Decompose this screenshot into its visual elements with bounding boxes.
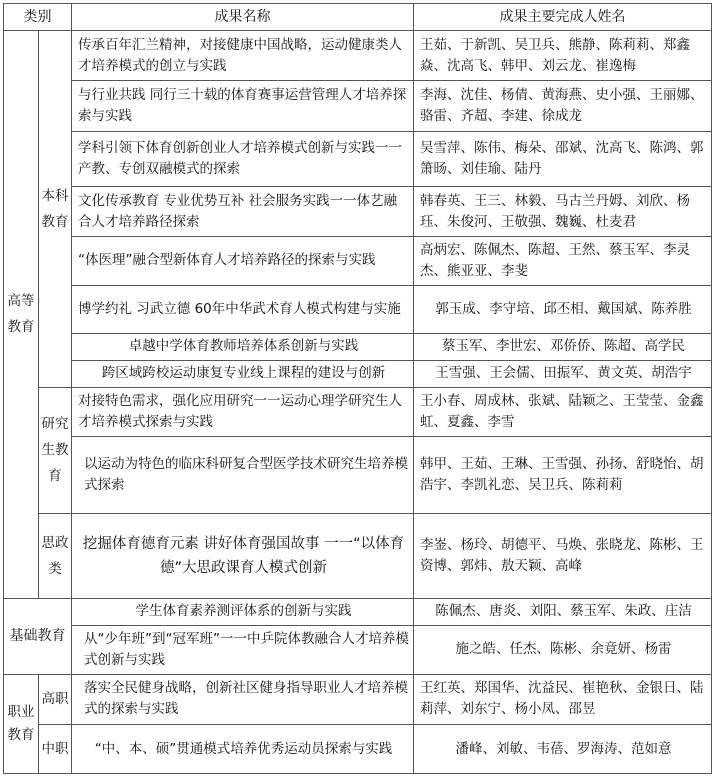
achievement-people: 施之皓、任杰、陈彬、余竟妍、杨雷 [414,625,712,674]
group-graduate: 研究生教育 [39,387,72,513]
table-row [4,131,712,187]
achievement-name: 挖掘体育德育元素 讲好体育强国故事 一一“以体育德”大思政课育人模式创新 [72,513,414,598]
achievement-people: 李崟、杨玲、胡德平、马焕、张晓龙、陈彬、王资博、郭炜、敖天颖、高峰 [414,513,712,598]
table-row [4,387,712,436]
achievement-name: 落实全民健身战略，创新社区健身指导职业人才培养模式的探索与实践 [72,674,414,725]
achievement-name: 对接特色需求，强化应用研究一一运动心理学研究生人才培养模式探索与实践 [72,387,414,436]
table-row [4,513,712,598]
achievement-people: 陈佩杰、唐炎、刘阳、蔡玉军、朱政、庄洁 [414,598,712,625]
achievement-people: 蔡玉军、李世宏、邓侨侨、陈超、高学民 [414,334,712,360]
table-row [4,285,712,334]
achievement-name: 从“少年班”到“冠军班”一一中乒院体教融合人才培养模式创新与实践 [72,625,414,674]
achievement-name: 文化传承教育 专业优势互补 社会服务实践一一体艺融合人才培养路径探索 [72,187,414,237]
group-undergraduate: 本科教育 [39,31,72,388]
achievement-people: 潘峰、刘敏、韦蓓、罗海涛、范如意 [414,725,712,774]
achievement-people: 王雪强、王会儒、田振军、黄文英、胡浩宇 [414,360,712,387]
table-row [4,436,712,513]
achievements-table [3,3,712,774]
achievement-people: 王小春、周成林、张斌、陆颖之、王莹莹、金鑫虹、夏鑫、李雪 [414,387,712,436]
achievement-people: 王茹、于新凯、吴卫兵、熊静、陈莉莉、郑鑫焱、沈高飞、韩甲、刘云龙、崔逸梅 [414,31,712,81]
group-vocational: 职业教育 [4,674,39,773]
group-secondary-vocational: 中职 [39,725,72,774]
table-row [4,674,712,725]
achievement-name: 学生体育素养测评体系的创新与实践 [72,598,414,625]
table-row [4,725,712,774]
group-ideology: 思政类 [39,513,72,598]
table-row [4,598,712,625]
table-row [4,80,712,131]
achievement-name: 与行业共践 同行三十载的体育赛事运营管理人才培养探索与实践 [72,80,414,131]
achievement-name: “中、本、硕”贯通模式培养优秀运动员探索与实践 [72,725,414,774]
achievement-people: 郭玉成、李守培、邱丕相、戴国斌、陈养胜 [414,285,712,334]
achievement-people: 韩甲、王茹、王琳、王雪强、孙扬、舒晓怡、胡浩宇、李凯礼恋、吴卫兵、陈莉莉 [414,436,712,513]
table-row [4,360,712,387]
achievement-people: 吴雪萍、陈伟、梅朵、邵斌、沈高飞、陈鸿、郭箫旸、刘佳瑜、陆丹 [414,131,712,187]
achievement-people: 王红英、郑国华、沈益民、崔艳秋、金银日、陆莉萍、刘东宁、杨小凤、邵昱 [414,674,712,725]
achievement-name: 博学约礼 习武立德 60年中华武术育人模式构建与实施 [72,285,414,334]
table-row [4,31,712,81]
table-row [4,334,712,360]
header-category: 类别 [4,4,72,31]
table-row [4,187,712,237]
achievement-people: 韩春英、王三、林毅、马古兰丹姆、刘欣、杨珏、朱俊河、王敬强、魏巍、杜麦君 [414,187,712,237]
achievement-name: “体医理”融合型新体育人才培养路径的探索与实践 [72,237,414,286]
table-row [4,625,712,674]
achievement-name: 以运动为特色的临床科研复合型医学技术研究生培养模式探索 [72,436,414,513]
group-higher-vocational: 高职 [39,674,72,725]
achievement-name: 学科引领下体育创新创业人才培养模式创新与实践一一产教、专创双融模式的探索 [72,131,414,187]
group-basic-education: 基础教育 [4,598,72,674]
header-people: 成果主要完成人姓名 [414,4,712,31]
header-row [4,4,712,31]
achievement-people: 高炳宏、陈佩杰、陈超、王然、蔡玉军、李灵杰、熊亚亚、李斐 [414,237,712,286]
achievement-name: 卓越中学体育教师培养体系创新与实践 [72,334,414,360]
achievement-name: 传承百年汇兰精神，对接健康中国战略，运动健康类人才培养模式的创立与实践 [72,31,414,81]
group-higher-education: 高等教育 [4,31,39,598]
achievement-name: 跨区域跨校运动康复专业线上课程的建设与创新 [72,360,414,387]
achievement-people: 李海、沈佳、杨倩、黄海燕、史小强、王丽娜、骆雷、齐超、李建、徐成龙 [414,80,712,131]
table-row [4,237,712,286]
header-name: 成果名称 [72,4,414,31]
